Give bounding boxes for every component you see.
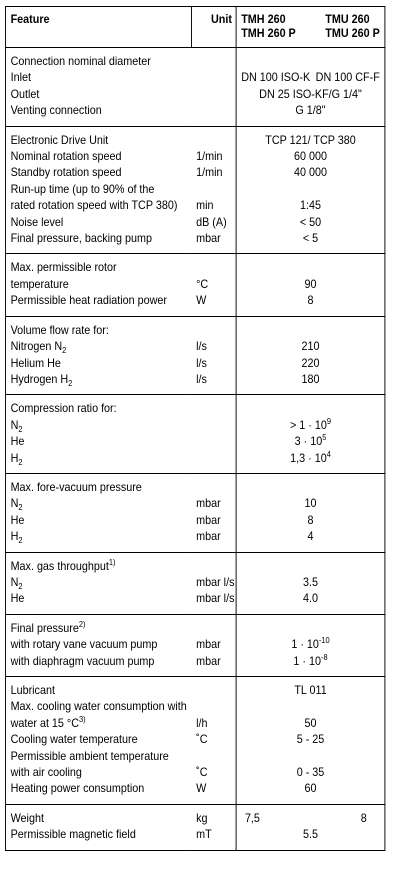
row-value: 1:45 [236, 198, 385, 214]
row-value: 50 [236, 716, 385, 732]
table-row [5, 126, 384, 149]
row-unit: dB (A) [191, 215, 236, 231]
table-row [5, 654, 384, 677]
row-label: Heating power consumption [5, 781, 191, 804]
header-model-tmh: TMH 260 TMH 260 P [241, 13, 296, 40]
row-value: < 50 [236, 215, 385, 231]
row-label: Final pressure$^{2)}$ [5, 614, 191, 637]
row-value: 5.5 [236, 827, 385, 850]
row-label: $H_2$ [5, 451, 191, 474]
row-value: 0 - 35 [236, 765, 385, 781]
row-label: with diaphragm vacuum pump [5, 654, 191, 677]
table-row [5, 356, 384, 372]
row-label: Connection nominal diameter [5, 48, 191, 71]
table-row [5, 827, 384, 850]
header-models [236, 7, 385, 48]
table-row [5, 254, 384, 277]
row-value: 220 [236, 356, 385, 372]
row-unit: 1/min [191, 165, 236, 181]
row-value: 7,5 8 [236, 804, 385, 827]
row-value: 4 [236, 529, 385, 552]
row-value: DN 100 ISO-K DN 100 CF-F [236, 70, 385, 86]
row-unit: l/s [191, 372, 236, 395]
table-row [5, 70, 384, 86]
row-value: 8 [236, 513, 385, 529]
row-value: 3.5 [236, 575, 385, 591]
row-unit: mbar [191, 231, 236, 254]
row-value: > $1 \cdot 10^9$ [236, 418, 385, 434]
row-label: Standby rotation speed [5, 165, 191, 181]
row-value: 5 - 25 [236, 732, 385, 748]
row-label: Helium He [5, 356, 191, 372]
header-unit: Unit [191, 7, 236, 48]
row-value: $1 \cdot 10^{-8}$ [236, 654, 385, 677]
table-header-row [5, 7, 384, 48]
table-row [5, 637, 384, 653]
table-row [5, 149, 384, 165]
row-label: Run-up time (up to 90% of the [5, 182, 191, 198]
row-label: Final pressure, backing pump [5, 231, 191, 254]
table-row [5, 552, 384, 575]
table-row [5, 732, 384, 748]
row-unit: W [191, 781, 236, 804]
row-unit: l/s [191, 339, 236, 355]
row-label: He [5, 434, 191, 450]
row-unit: mbar l/s [191, 575, 236, 591]
row-unit: °C [191, 277, 236, 293]
table-row [5, 316, 384, 339]
row-label: Permissible ambient temperature [5, 749, 191, 765]
row-unit: kg [191, 804, 236, 827]
table-row [5, 451, 384, 474]
row-value: DN 25 ISO-KF/G 1/4" [236, 87, 385, 103]
table-row [5, 716, 384, 732]
row-label: Noise level [5, 215, 191, 231]
table-row [5, 781, 384, 804]
row-label: Volume flow rate for: [5, 316, 191, 339]
row-label: $N_2$ [5, 418, 191, 434]
row-label: Cooling water temperature [5, 732, 191, 748]
table-row [5, 529, 384, 552]
row-label: Max. permissible rotor [5, 254, 191, 277]
table-row [5, 804, 384, 827]
row-label: $N_2$ [5, 496, 191, 512]
row-value: $1 \cdot 10^{-10}$ [236, 637, 385, 653]
row-unit: l/s [191, 356, 236, 372]
row-label: Max. gas throughput$^{1)}$ [5, 552, 191, 575]
row-label: Hydrogen $H_2$ [5, 372, 191, 395]
row-label: Electronic Drive Unit [5, 126, 191, 149]
specification-table [5, 6, 385, 851]
row-value: 10 [236, 496, 385, 512]
row-unit: ˚C [191, 765, 236, 781]
table-row [5, 277, 384, 293]
row-label: Lubricant [5, 677, 191, 700]
row-label: He [5, 513, 191, 529]
table-row [5, 575, 384, 591]
row-label: Venting connection [5, 103, 191, 126]
row-value: 8 [236, 293, 385, 316]
row-unit: mbar l/s [191, 591, 236, 614]
row-value: < 5 [236, 231, 385, 254]
row-unit: mbar [191, 496, 236, 512]
row-label: He [5, 591, 191, 614]
table-row [5, 395, 384, 418]
table-row [5, 473, 384, 496]
row-value: 180 [236, 372, 385, 395]
row-unit: mT [191, 827, 236, 850]
table-row [5, 513, 384, 529]
table-row [5, 198, 384, 214]
row-label: Nitrogen $N_2$ [5, 339, 191, 355]
row-unit: mbar [191, 513, 236, 529]
row-label: rated rotation speed with TCP 380) [5, 198, 191, 214]
header-feature: Feature [5, 7, 191, 48]
table-row [5, 87, 384, 103]
table-row [5, 765, 384, 781]
row-label: water at 15 $^\circ C^{3)}$ [5, 716, 191, 732]
table-row [5, 293, 384, 316]
table-row [5, 48, 384, 71]
table-row [5, 103, 384, 126]
table-row [5, 182, 384, 198]
row-unit: mbar [191, 529, 236, 552]
table-row [5, 231, 384, 254]
row-value: 4.0 [236, 591, 385, 614]
table-row [5, 418, 384, 434]
row-label: Permissible magnetic field [5, 827, 191, 850]
row-value: TL 011 [236, 677, 385, 700]
row-label: Compression ratio for: [5, 395, 191, 418]
row-value: G 1/8" [236, 103, 385, 126]
row-label: Permissible heat radiation power [5, 293, 191, 316]
row-label: Max. fore-vacuum pressure [5, 473, 191, 496]
row-value: 90 [236, 277, 385, 293]
row-value: $3 \cdot 10^5$ [236, 434, 385, 450]
table-row [5, 749, 384, 765]
row-label: Inlet [5, 70, 191, 86]
table-row [5, 339, 384, 355]
table-row [5, 372, 384, 395]
row-label: temperature [5, 277, 191, 293]
row-label: Outlet [5, 87, 191, 103]
row-value: TCP 121/ TCP 380 [236, 126, 385, 149]
row-label: Weight [5, 804, 191, 827]
row-unit: min [191, 198, 236, 214]
row-label: Max. cooling water consumption with [5, 699, 191, 715]
row-label: $N_2$ [5, 575, 191, 591]
row-unit: ˚C [191, 732, 236, 748]
row-label: $H_2$ [5, 529, 191, 552]
row-value: 60 [236, 781, 385, 804]
row-unit: W [191, 293, 236, 316]
table-row [5, 614, 384, 637]
table-row [5, 215, 384, 231]
row-unit: 1/min [191, 149, 236, 165]
table-row [5, 677, 384, 700]
row-value: 60 000 [236, 149, 385, 165]
row-unit: mbar [191, 637, 236, 653]
row-unit: mbar [191, 654, 236, 677]
table-row [5, 699, 384, 715]
row-label: with air cooling [5, 765, 191, 781]
table-row [5, 496, 384, 512]
header-model-tmu: TMU 260 TMU 260 P [325, 13, 380, 40]
row-value: $1,3 \cdot 10^4$ [236, 451, 385, 474]
row-unit: l/h [191, 716, 236, 732]
table-row [5, 591, 384, 614]
table-row [5, 165, 384, 181]
row-value: 210 [236, 339, 385, 355]
row-label: Nominal rotation speed [5, 149, 191, 165]
table-row [5, 434, 384, 450]
row-value: 40 000 [236, 165, 385, 181]
row-label: with rotary vane vacuum pump [5, 637, 191, 653]
